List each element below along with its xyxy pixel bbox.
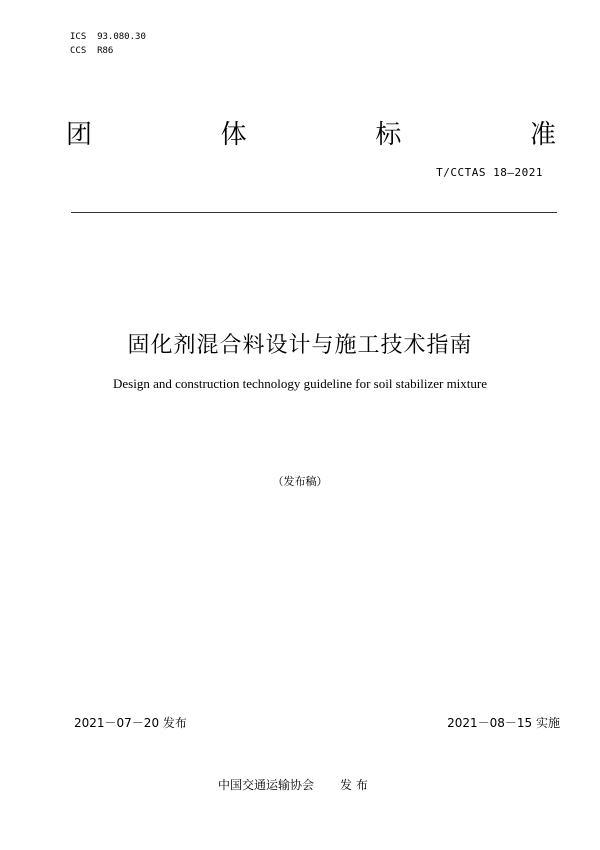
implementation-date: 2021－08－15 实施 — [447, 716, 560, 730]
standard-type-heading — [66, 114, 556, 151]
standard-type-char: 团 — [66, 120, 93, 150]
standard-type-char: 准 — [529, 120, 556, 150]
standard-type-char: 标 — [375, 120, 402, 150]
ccs-code: CCS R86 — [70, 46, 114, 56]
document-title-english: Design and construction technology guideline for soil stabilizer mixture — [112, 376, 488, 391]
header-divider — [71, 212, 557, 213]
publisher-name: 中国交通运输协会 — [218, 778, 315, 792]
standard-number: T/CCTAS 18—2021 — [436, 166, 543, 179]
draft-status: （发布稿） — [272, 475, 328, 488]
ics-code: ICS 93.080.30 — [70, 32, 146, 42]
classification-codes — [70, 30, 146, 58]
issue-date: 2021－07－20 发布 — [74, 716, 187, 730]
document-title-chinese: 固化剂混合料设计与施工技术指南 — [127, 333, 473, 358]
publish-label: 发 布 — [340, 778, 368, 792]
publisher-line — [218, 776, 368, 793]
standard-type-char: 体 — [220, 120, 247, 150]
